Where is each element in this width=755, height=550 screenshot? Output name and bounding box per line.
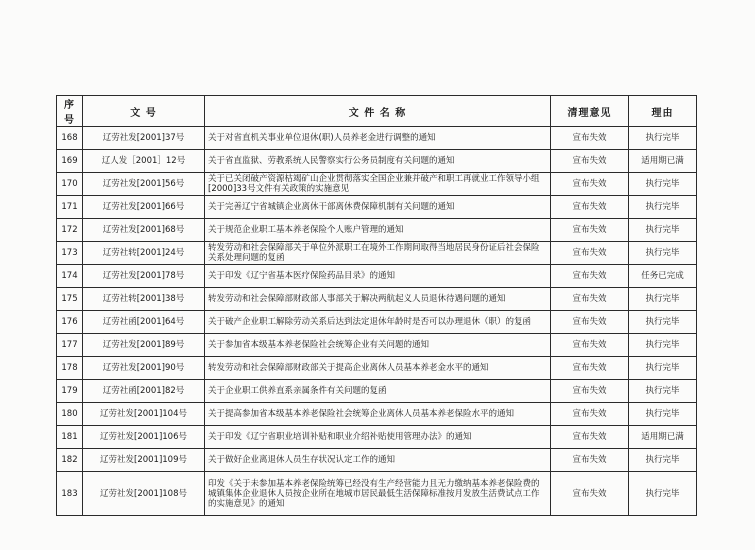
- cell-seq: 177: [57, 334, 83, 357]
- cell-reason: 执行完毕: [629, 472, 697, 516]
- cell-doc-number: 辽劳社发[2001]90号: [83, 357, 205, 380]
- cell-reason: 执行完毕: [629, 449, 697, 472]
- cell-opinion: 宣布失效: [551, 242, 629, 265]
- cell-doc-number: 辽劳社发[2001]56号: [83, 173, 205, 196]
- table-row: [57, 472, 697, 516]
- cell-opinion: 宣布失效: [551, 403, 629, 426]
- cell-doc-number: 辽劳社发[2001]108号: [83, 472, 205, 516]
- table-row: [57, 265, 697, 288]
- cell-doc-number: 辽劳社发[2001]104号: [83, 403, 205, 426]
- cell-seq: 171: [57, 196, 83, 219]
- header-doc-number: 文 号: [83, 96, 205, 127]
- cell-file-name: 印发《关于未参加基本养老保险统筹已经没有生产经营能力且无力缴纳基本养老保险费的城镇集体企业退休人员按企业所在地城市居民最低生活保障标准按月发放生活费试点工作的实施意见》的通知: [205, 472, 551, 516]
- header-reason: 理由: [629, 96, 697, 127]
- cell-file-name: 关于规范企业职工基本养老保险个人账户管理的通知: [205, 219, 551, 242]
- cell-file-name: 转发劳动和社会保障部财政部人事部关于解决两航起义人员退休待遇问题的通知: [205, 288, 551, 311]
- cell-opinion: 宣布失效: [551, 173, 629, 196]
- table-row: [57, 357, 697, 380]
- cell-opinion: 宣布失效: [551, 265, 629, 288]
- cell-opinion: 宣布失效: [551, 311, 629, 334]
- cell-reason: 执行完毕: [629, 334, 697, 357]
- table-row: [57, 380, 697, 403]
- table-row: [57, 196, 697, 219]
- header-seq: 序号: [57, 96, 83, 127]
- cell-reason: 执行完毕: [629, 196, 697, 219]
- cell-doc-number: 辽劳社发[2001]106号: [83, 426, 205, 449]
- document-table: [56, 95, 697, 516]
- cell-doc-number: 辽劳社函[2001]82号: [83, 380, 205, 403]
- cell-opinion: 宣布失效: [551, 472, 629, 516]
- cell-file-name: 转发劳动和社会保障部财政部关于提高企业离休人员基本养老金水平的通知: [205, 357, 551, 380]
- table-row: [57, 334, 697, 357]
- cell-opinion: 宣布失效: [551, 196, 629, 219]
- cell-seq: 172: [57, 219, 83, 242]
- cell-file-name: 关于印发《辽宁省职业培训补贴和职业介绍补贴使用管理办法》的通知: [205, 426, 551, 449]
- cell-doc-number: 辽劳社发[2001]68号: [83, 219, 205, 242]
- cell-file-name: 关于破产企业职工解除劳动关系后达到法定退休年龄时是否可以办理退休（职）的复函: [205, 311, 551, 334]
- cell-reason: 执行完毕: [629, 219, 697, 242]
- cell-reason: 适用期已满: [629, 150, 697, 173]
- cell-reason: 执行完毕: [629, 357, 697, 380]
- table-row: [57, 242, 697, 265]
- cell-doc-number: 辽劳社发[2001]37号: [83, 127, 205, 150]
- cell-opinion: 宣布失效: [551, 127, 629, 150]
- cell-seq: 175: [57, 288, 83, 311]
- cell-file-name: 转发劳动和社会保障部关于单位外派职工在境外工作期间取得当地居民身份证后社会保险关系处理问题的复函: [205, 242, 551, 265]
- table-row: [57, 150, 697, 173]
- table-row: [57, 449, 697, 472]
- cell-doc-number: 辽劳社转[2001]38号: [83, 288, 205, 311]
- cell-doc-number: 辽劳社发[2001]78号: [83, 265, 205, 288]
- cell-file-name: 关于印发《辽宁省基本医疗保险药品目录》的通知: [205, 265, 551, 288]
- cell-seq: 178: [57, 357, 83, 380]
- cell-reason: 任务已完成: [629, 265, 697, 288]
- cell-file-name: 关于已关闭破产资源枯竭矿山企业贯彻落实全国企业兼并破产和职工再就业工作领导小组[2000]33号文件有关政策的实施意见: [205, 173, 551, 196]
- table-row: [57, 219, 697, 242]
- cell-doc-number: 辽劳社转[2001]24号: [83, 242, 205, 265]
- cell-reason: 执行完毕: [629, 242, 697, 265]
- table-row: [57, 173, 697, 196]
- cell-file-name: 关于参加省本级基本养老保险社会统筹企业有关问题的通知: [205, 334, 551, 357]
- cell-seq: 170: [57, 173, 83, 196]
- table-row: [57, 403, 697, 426]
- cell-opinion: 宣布失效: [551, 380, 629, 403]
- cell-seq: 173: [57, 242, 83, 265]
- cell-doc-number: 辽劳社函[2001]64号: [83, 311, 205, 334]
- cell-file-name: 关于企业职工供养直系亲属条件有关问题的复函: [205, 380, 551, 403]
- table-row: [57, 288, 697, 311]
- table-row: [57, 426, 697, 449]
- cell-seq: 182: [57, 449, 83, 472]
- cell-reason: 执行完毕: [629, 403, 697, 426]
- cell-seq: 183: [57, 472, 83, 516]
- cell-seq: 179: [57, 380, 83, 403]
- cell-opinion: 宣布失效: [551, 334, 629, 357]
- cell-doc-number: 辽劳社发[2001]89号: [83, 334, 205, 357]
- cell-file-name: 关于做好企业离退休人员生存状况认定工作的通知: [205, 449, 551, 472]
- cell-doc-number: 辽劳社发[2001]66号: [83, 196, 205, 219]
- cell-reason: 执行完毕: [629, 127, 697, 150]
- cell-seq: 180: [57, 403, 83, 426]
- table-row: [57, 127, 697, 150]
- cell-reason: 适用期已满: [629, 426, 697, 449]
- header-file-name: 文 件 名 称: [205, 96, 551, 127]
- cell-seq: 174: [57, 265, 83, 288]
- cell-file-name: 关于对省直机关事业单位退休(职)人员养老金进行调整的通知: [205, 127, 551, 150]
- cell-file-name: 关于完善辽宁省城镇企业离休干部离休费保障机制有关问题的通知: [205, 196, 551, 219]
- cell-doc-number: 辽劳社发[2001]109号: [83, 449, 205, 472]
- cell-reason: 执行完毕: [629, 311, 697, 334]
- cell-file-name: 关于提高参加省本级基本养老保险社会统筹企业离休人员基本养老保险水平的通知: [205, 403, 551, 426]
- table-row: [57, 311, 697, 334]
- cell-seq: 181: [57, 426, 83, 449]
- cell-reason: 执行完毕: [629, 173, 697, 196]
- cell-opinion: 宣布失效: [551, 357, 629, 380]
- cell-opinion: 宣布失效: [551, 426, 629, 449]
- cell-opinion: 宣布失效: [551, 449, 629, 472]
- cell-seq: 168: [57, 127, 83, 150]
- header-opinion: 清理意见: [551, 96, 629, 127]
- cell-seq: 169: [57, 150, 83, 173]
- table-header-row: [57, 96, 697, 127]
- cell-file-name: 关于省直监狱、劳教系统人民警察实行公务员制度有关问题的通知: [205, 150, 551, 173]
- cell-reason: 执行完毕: [629, 380, 697, 403]
- cell-opinion: 宣布失效: [551, 150, 629, 173]
- cell-seq: 176: [57, 311, 83, 334]
- cell-doc-number: 辽人发［2001］12号: [83, 150, 205, 173]
- cell-reason: 执行完毕: [629, 288, 697, 311]
- cell-opinion: 宣布失效: [551, 288, 629, 311]
- cell-opinion: 宣布失效: [551, 219, 629, 242]
